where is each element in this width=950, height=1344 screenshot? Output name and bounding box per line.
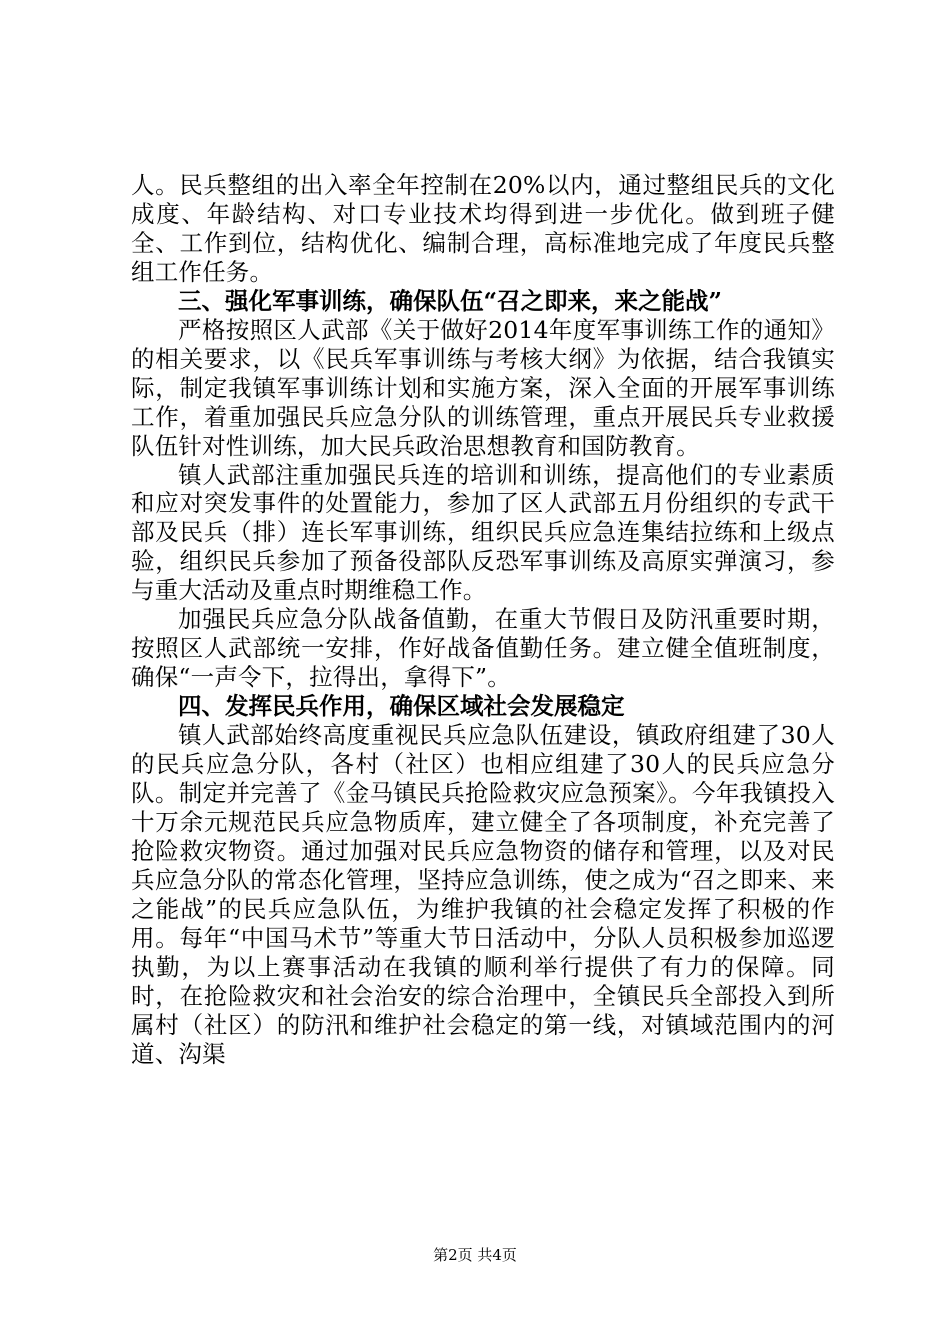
paragraph: 严格按照区人武部《关于做好2014年度军事训练工作的通知》的相关要求，以《民兵军事训练与考核大纲》为依据，结合我镇实际，制定我镇军事训练计划和实施方案，深入全面的开展军事训练工作，着重加强民兵应急分队的训练管理，重点开展民兵专业救援队伍针对性训练，加大民兵政治思想教育和国防教育。 — [131, 315, 835, 460]
paragraph: 镇人武部始终高度重视民兵应急队伍建设，镇政府组建了30人的民兵应急分队，各村（社区）也相应组建了30人的民兵应急分队。制定并完善了《金马镇民兵抢险救灾应急预案》。今年我镇投入十万余元规范民兵应急物质库，建立健全了各项制度，补充完善了抢险救灾物资。通过加强对民兵应急物资的储存和管理，以及对民兵应急分队的常态化管理，坚持应急训练，使之成为“召之即来、来之能战”的民兵应急队伍，为维护我镇的社会稳定发挥了积极的作用。每年“中国马术节”等重大节日活动中，分队人员积极参加巡逻执勤，为以上赛事活动在我镇的顺利举行提供了有力的保障。同时，在抢险救灾和社会治安的综合治理中，全镇民兵全部投入到所属村（社区）的防汛和维护社会稳定的第一线，对镇域范围内的河道、沟渠 — [131, 721, 835, 1068]
section-heading: 三、强化军事训练，确保队伍“召之即来，来之能战” — [178, 286, 723, 315]
paragraph: 人。民兵整组的出入率全年控制在20%以内，通过整组民兵的文化成度、年龄结构、对口专业技术均得到进一步优化。做到班子健全、工作到位，结构优化、编制合理，高标准地完成了年度民兵整组工作任务。 — [131, 171, 835, 286]
paragraph: 加强民兵应急分队战备值勤，在重大节假日及防汛重要时期，按照区人武部统一安排，作好战备值勤任务。建立健全值班制度，确保“一声令下，拉得出，拿得下”。 — [131, 605, 835, 692]
document-body — [131, 171, 835, 1069]
page-number-footer: 第2页 共4页 — [433, 1246, 517, 1264]
paragraph: 镇人武部注重加强民兵连的培训和训练，提高他们的专业素质和应对突发事件的处置能力，参加了区人武部五月份组织的专武干部及民兵（排）连长军事训练，组织民兵应急连集结拉练和上级点验，组织民兵参加了预备役部队反恐军事训练及高原实弹演习，参与重大活动及重点时期维稳工作。 — [131, 460, 835, 605]
section-heading: 四、发挥民兵作用，确保区域社会发展稳定 — [178, 692, 625, 721]
